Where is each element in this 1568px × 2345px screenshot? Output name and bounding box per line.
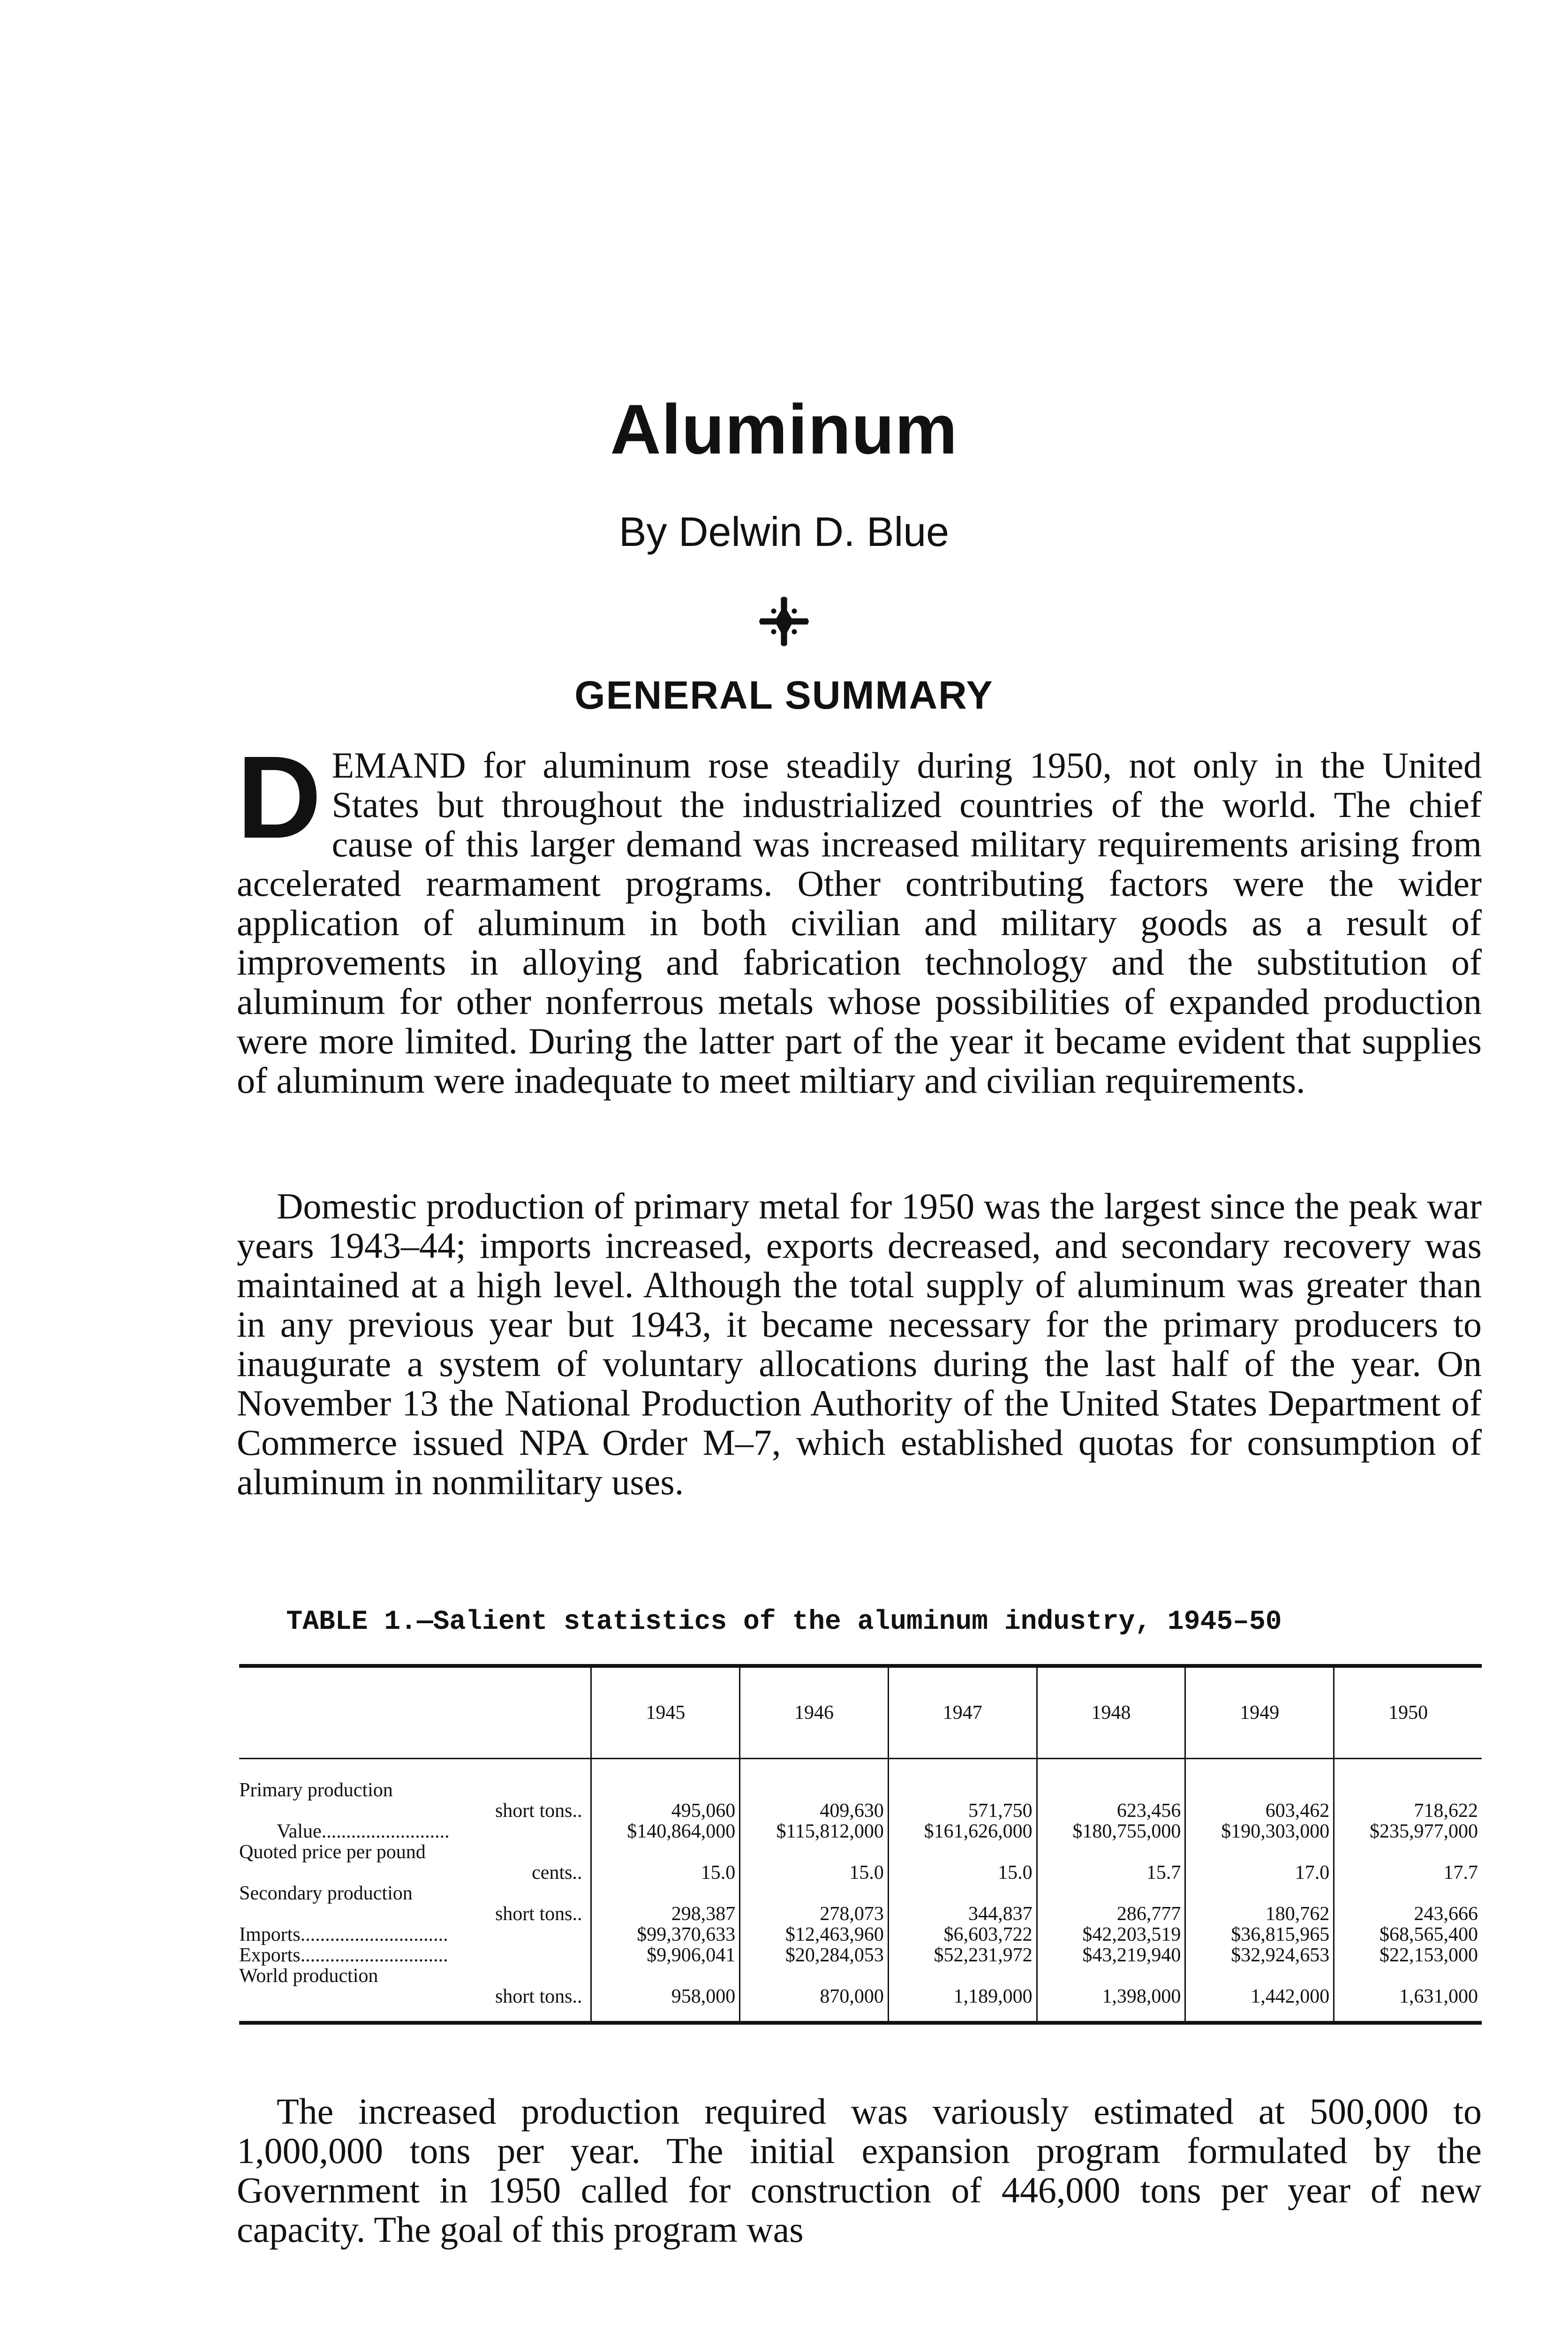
table-cell: $36,815,965	[1185, 1924, 1334, 1945]
table-cell: $20,284,053	[740, 1945, 889, 1966]
table-cell: $12,463,960	[740, 1924, 889, 1945]
year-header: 1949	[1185, 1666, 1334, 1759]
table-cell: 180,762	[1185, 1883, 1334, 1924]
table-cell: $190,303,000	[1185, 1821, 1334, 1842]
row-label-imports: Imports..............................	[239, 1924, 448, 1945]
table-cell: 15.0	[888, 1842, 1037, 1883]
table-cell: $52,231,972	[888, 1945, 1037, 1966]
table-cell: $22,153,000	[1334, 1945, 1482, 1966]
table-cell: 243,666	[1334, 1883, 1482, 1924]
table-cell: 623,456	[1037, 1759, 1185, 1822]
drop-cap: D	[237, 732, 322, 862]
table-header-row	[239, 1666, 1482, 1759]
table-cell: 278,073	[740, 1883, 889, 1924]
year-header: 1946	[740, 1666, 889, 1759]
table-row	[239, 1924, 1482, 1945]
row-label-exports: Exports..............................	[239, 1945, 448, 1966]
table-title: TABLE 1.—Salient statistics of the aluminum industry, 1945–50	[286, 1607, 1282, 1637]
table-cell: 17.0	[1185, 1842, 1334, 1883]
row-label	[239, 1924, 591, 1945]
year-header: 1947	[888, 1666, 1037, 1759]
table-cell: $161,626,000	[888, 1821, 1037, 1842]
table-cell: $68,565,400	[1334, 1924, 1482, 1945]
table-cell: $140,864,000	[591, 1821, 740, 1842]
table-cell: 1,398,000	[1037, 1966, 1185, 2023]
paragraph-demand-text: EMAND for aluminum rose steadily during 1950, not only in the United States but throughout the industrialized countries of the world. The chief cause of this larger demand was increased military requirements arising from accelerated rearmament programs. Other contributing factors were the wider application of aluminum in both civilian and military goods as a result of improvements in alloying and fabrication technology and the substitution of aluminum for other nonferrous metals whose possibilities of expanded production were more limited. During the latter part of the year it became evident that supplies of aluminum were inadequate to meet miltiary and civilian requirements.	[237, 745, 1482, 1101]
paragraph-demand	[237, 732, 1482, 1101]
table-cell: 298,387	[591, 1883, 740, 1924]
table-cell: 1,631,000	[1334, 1966, 1482, 2023]
row-label	[239, 1883, 591, 1924]
table-cell: $42,203,519	[1037, 1924, 1185, 1945]
row-label-top: Quoted price per pound	[239, 1841, 426, 1863]
table-header-label	[239, 1666, 591, 1759]
section-heading: GENERAL SUMMARY	[574, 673, 994, 717]
row-label-unit: short tons..	[495, 1986, 582, 2007]
table-cell: 1,189,000	[888, 1966, 1037, 2023]
table-cell: $115,812,000	[740, 1821, 889, 1842]
table-cell: $180,755,000	[1037, 1821, 1185, 1842]
row-label-unit: short tons..	[495, 1800, 582, 1822]
table-cell: 603,462	[1185, 1759, 1334, 1822]
table-cell: 718,622	[1334, 1759, 1482, 1822]
row-label	[239, 1966, 591, 2023]
page-title: Aluminum	[610, 390, 958, 469]
table-row	[239, 1821, 1482, 1842]
salient-statistics-table	[239, 1664, 1482, 2025]
row-label	[239, 1945, 591, 1966]
table-cell: 958,000	[591, 1966, 740, 2023]
table-cell: 17.7	[1334, 1842, 1482, 1883]
year-header: 1948	[1037, 1666, 1185, 1759]
year-header: 1950	[1334, 1666, 1482, 1759]
ornament-icon	[758, 596, 810, 647]
author-byline: By Delwin D. Blue	[618, 508, 950, 555]
paragraph-increased-production: The increased production required was variously estimated at 500,000 to 1,000,000 tons per year. The initial expansion program formulated by the Government in 1950 called for construction of 446,000 tons per year of new capacity. The goal of this program was	[237, 2091, 1482, 2250]
table-cell: 870,000	[740, 1966, 889, 2023]
table-cell: 286,777	[1037, 1883, 1185, 1924]
table-cell: $235,977,000	[1334, 1821, 1482, 1842]
table-cell: $6,603,722	[888, 1924, 1037, 1945]
table-row	[239, 1883, 1482, 1924]
row-label	[239, 1821, 591, 1842]
table-cell: 15.0	[740, 1842, 889, 1883]
row-label-unit: short tons..	[495, 1903, 582, 1925]
year-header: 1945	[591, 1666, 740, 1759]
table-cell: 571,750	[888, 1759, 1037, 1822]
row-label-value: Value..........................	[277, 1821, 450, 1842]
table-cell: 495,060	[591, 1759, 740, 1822]
row-label-top: Primary production	[239, 1779, 393, 1801]
row-label-top: Secondary production	[239, 1883, 413, 1904]
table-cell: 15.0	[591, 1842, 740, 1883]
table-cell: 1,442,000	[1185, 1966, 1334, 2023]
paragraph-domestic-production: Domestic production of primary metal for 1950 was the largest since the peak war years 1943–44; imports increased, exports decreased, and secondary recovery was maintained at a high level. Although the total supply of aluminum was greater than in any previous year but 1943, it became necessary for the primary producers to inaugurate a system of voluntary allocations during the last half of the year. On November 13 the National Production Authority of the United States Department of Commerce issued NPA Order M–7, which established quotas for consumption of aluminum in nonmilitary uses.	[237, 1186, 1482, 1502]
row-label-unit: cents..	[532, 1862, 582, 1884]
row-label-top: World production	[239, 1965, 378, 1987]
table-cell: 15.7	[1037, 1842, 1185, 1883]
table-cell: $43,219,940	[1037, 1945, 1185, 1966]
table-cell: 344,837	[888, 1883, 1037, 1924]
table-row	[239, 1759, 1482, 1822]
row-label	[239, 1759, 591, 1822]
table-row	[239, 1842, 1482, 1883]
row-label	[239, 1842, 591, 1883]
table-cell: $99,370,633	[591, 1924, 740, 1945]
table-row	[239, 1966, 1482, 2023]
table-cell: $9,906,041	[591, 1945, 740, 1966]
table-cell: 409,630	[740, 1759, 889, 1822]
table-cell: $32,924,653	[1185, 1945, 1334, 1966]
table-row	[239, 1945, 1482, 1966]
